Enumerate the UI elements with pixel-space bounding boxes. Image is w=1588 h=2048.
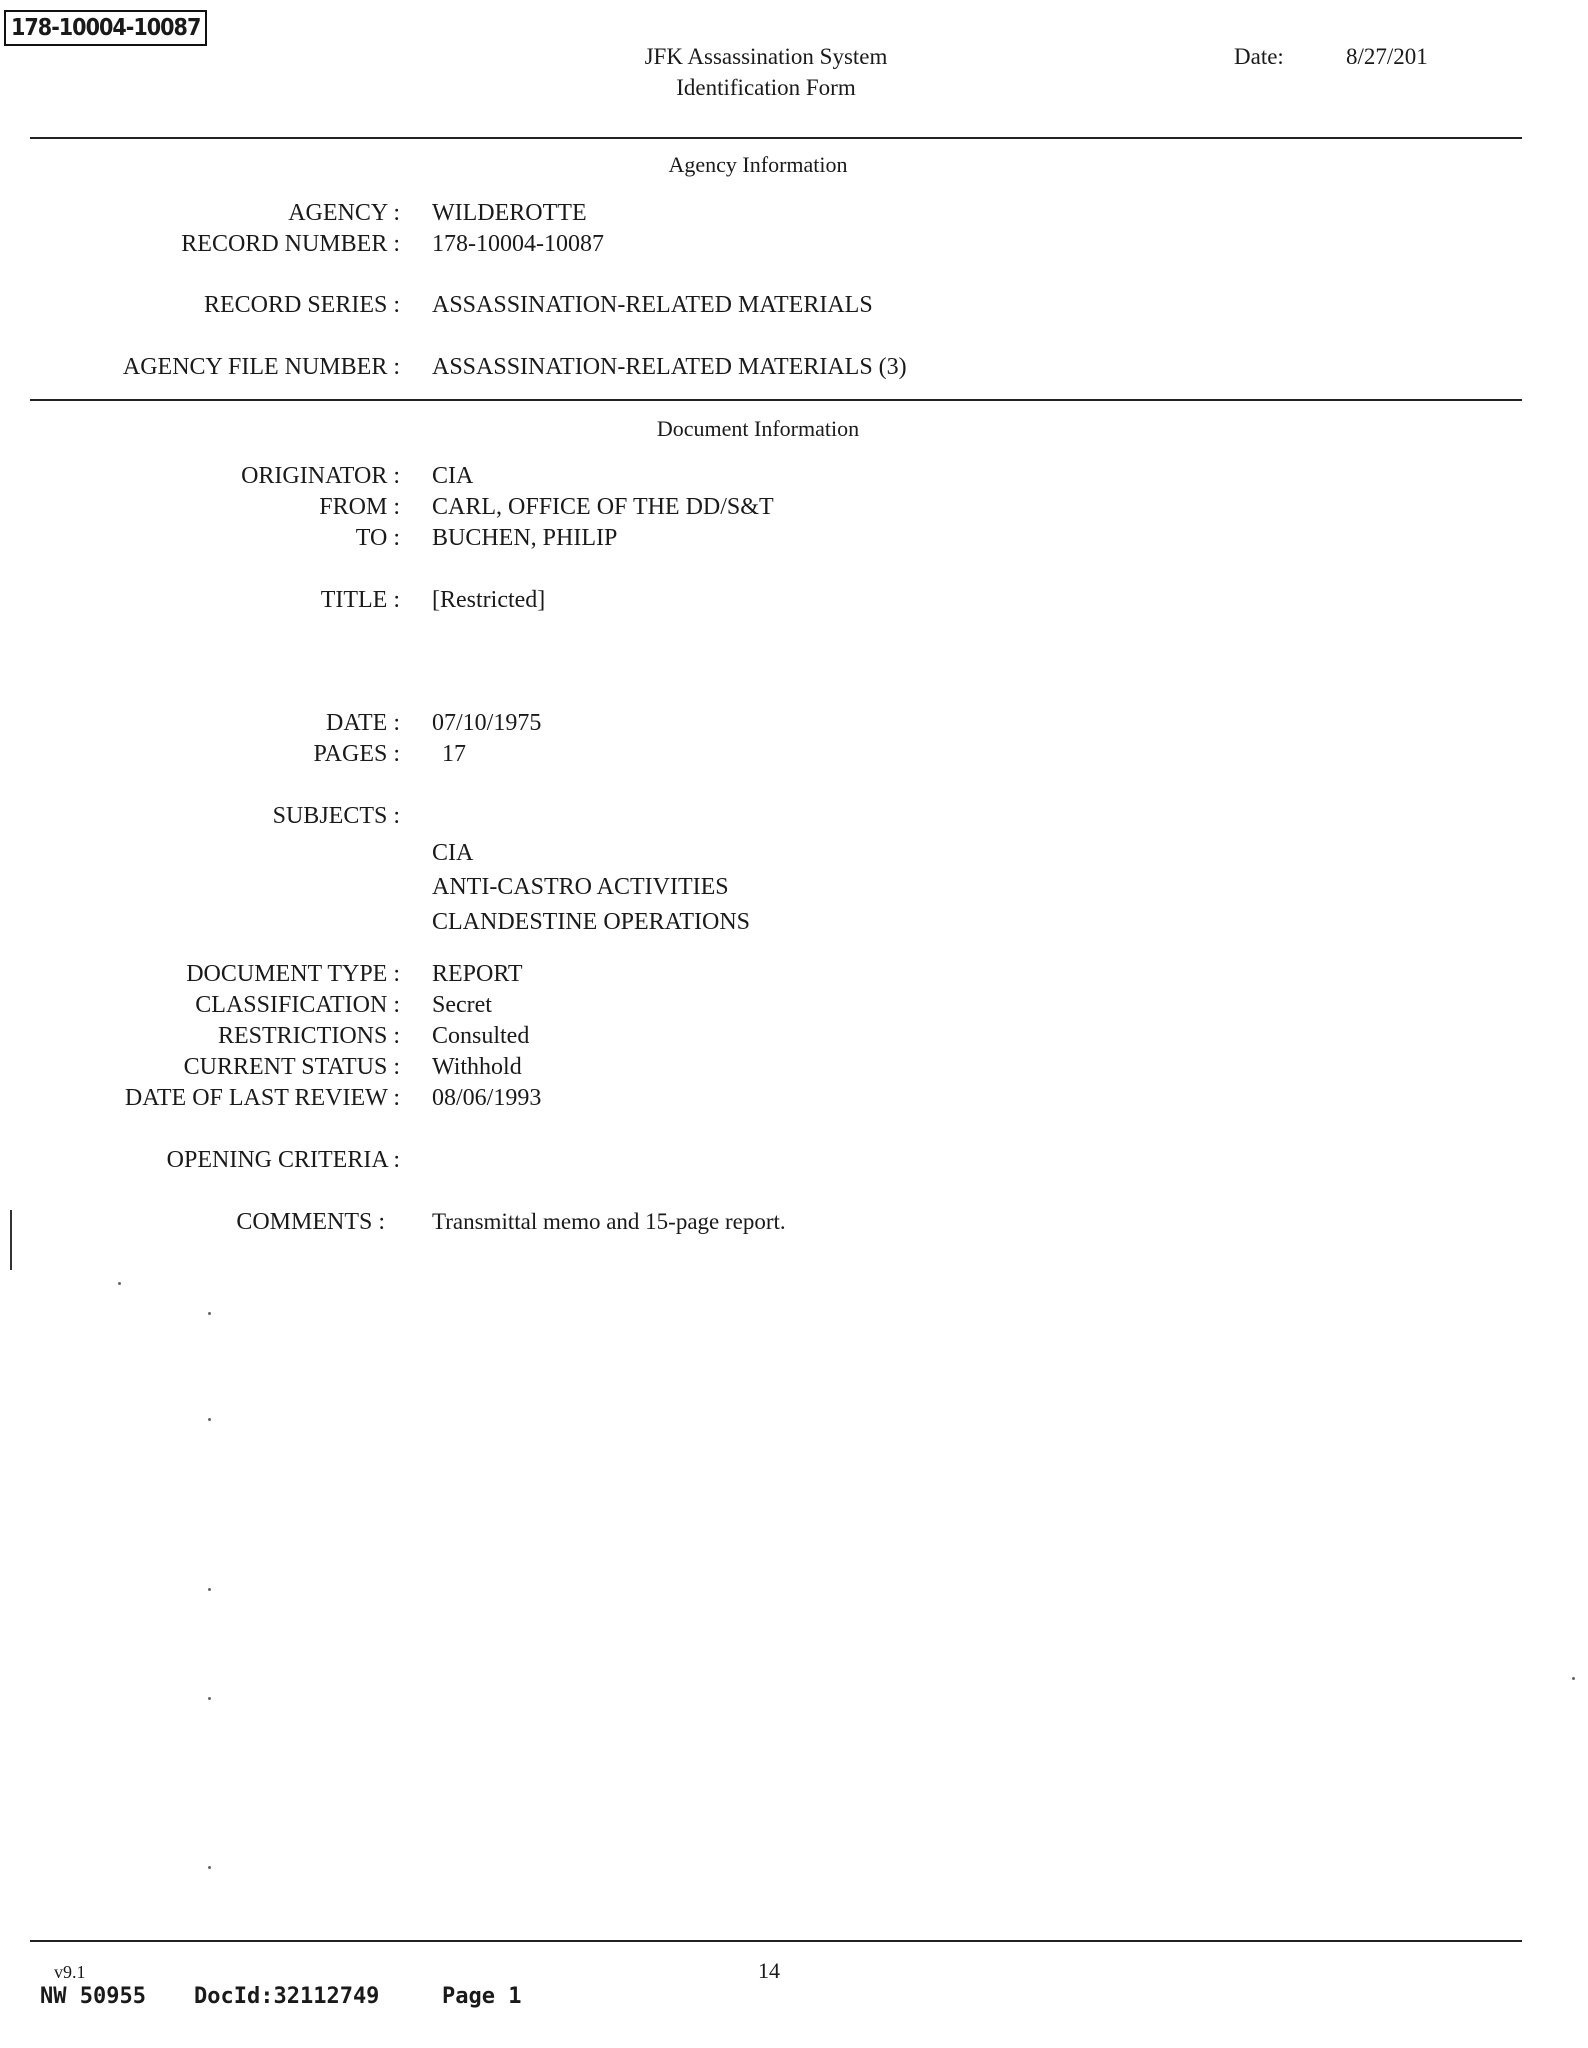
record-series-value: ASSASSINATION-RELATED MATERIALS [432,292,873,318]
agency-file-number-label: AGENCY FILE NUMBER : [122,354,400,380]
restrictions-value: Consulted [432,1023,530,1049]
doc-date-label: DATE : [326,710,400,736]
originator-label: ORIGINATOR : [241,463,400,489]
scan-speck [208,1866,211,1869]
to-value: BUCHEN, PHILIP [432,525,618,551]
scan-speck [208,1697,211,1700]
opening-criteria-label: OPENING CRITERIA : [166,1147,400,1173]
comments-value: Transmittal memo and 15-page report. [432,1209,786,1234]
record-number-label: RECORD NUMBER : [181,231,400,257]
document-section-title: Document Information [656,416,860,441]
from-value: CARL, OFFICE OF THE DD/S&T [432,494,774,520]
document-type-label: DOCUMENT TYPE : [186,961,400,987]
scan-speck [208,1588,211,1591]
footer-divider [30,1940,1522,1942]
subject-item: CLANDESTINE OPERATIONS [432,909,750,935]
agency-section-title: Agency Information [668,152,848,177]
to-label: TO : [355,525,400,551]
scan-mark [10,1210,12,1270]
agency-value: WILDEROTTE [432,200,587,226]
title-label: TITLE : [320,587,400,613]
record-stamp: 178-10004-10087 [4,10,207,46]
system-title: JFK Assassination System [644,44,888,69]
date-label: Date: [1234,44,1284,69]
scan-speck [1572,1677,1575,1680]
last-review-label: DATE OF LAST REVIEW : [124,1085,400,1111]
header-divider [30,137,1522,139]
from-label: FROM : [319,494,400,520]
document-type-value: REPORT [432,961,523,987]
comments-label: COMMENTS : [236,1209,385,1235]
page-code: 14 [758,1958,780,1983]
page-number: Page 1 [442,1984,522,2009]
nw-number: NW 50955 [40,1984,146,2009]
last-review-value: 08/06/1993 [432,1085,542,1111]
pages-label: PAGES : [313,741,400,767]
classification-value: Secret [432,992,492,1018]
record-number-value: 178-10004-10087 [432,231,604,257]
doc-id: DocId:32112749 [194,1984,380,2009]
current-status-label: CURRENT STATUS : [183,1054,400,1080]
pages-value: 17 [442,741,466,767]
agency-file-number-value: ASSASSINATION-RELATED MATERIALS (3) [432,354,907,380]
version-label: v9.1 [54,1962,86,1982]
record-series-label: RECORD SERIES : [203,292,400,318]
restrictions-label: RESTRICTIONS : [217,1023,400,1049]
agency-label: AGENCY : [288,200,400,226]
subject-item: CIA [432,840,474,866]
form-title: Identification Form [676,75,856,100]
scan-speck [118,1282,121,1285]
classification-label: CLASSIFICATION : [195,992,400,1018]
doc-date-value: 07/10/1975 [432,710,542,736]
scan-speck [208,1418,211,1421]
subjects-label: SUBJECTS : [272,803,400,829]
originator-value: CIA [432,463,474,489]
subject-item: ANTI-CASTRO ACTIVITIES [432,874,729,900]
agency-divider [30,399,1522,401]
current-status-value: Withhold [432,1054,522,1080]
title-value: [Restricted] [432,587,546,613]
date-value: 8/27/201 [1346,44,1428,69]
scan-speck [208,1312,211,1315]
